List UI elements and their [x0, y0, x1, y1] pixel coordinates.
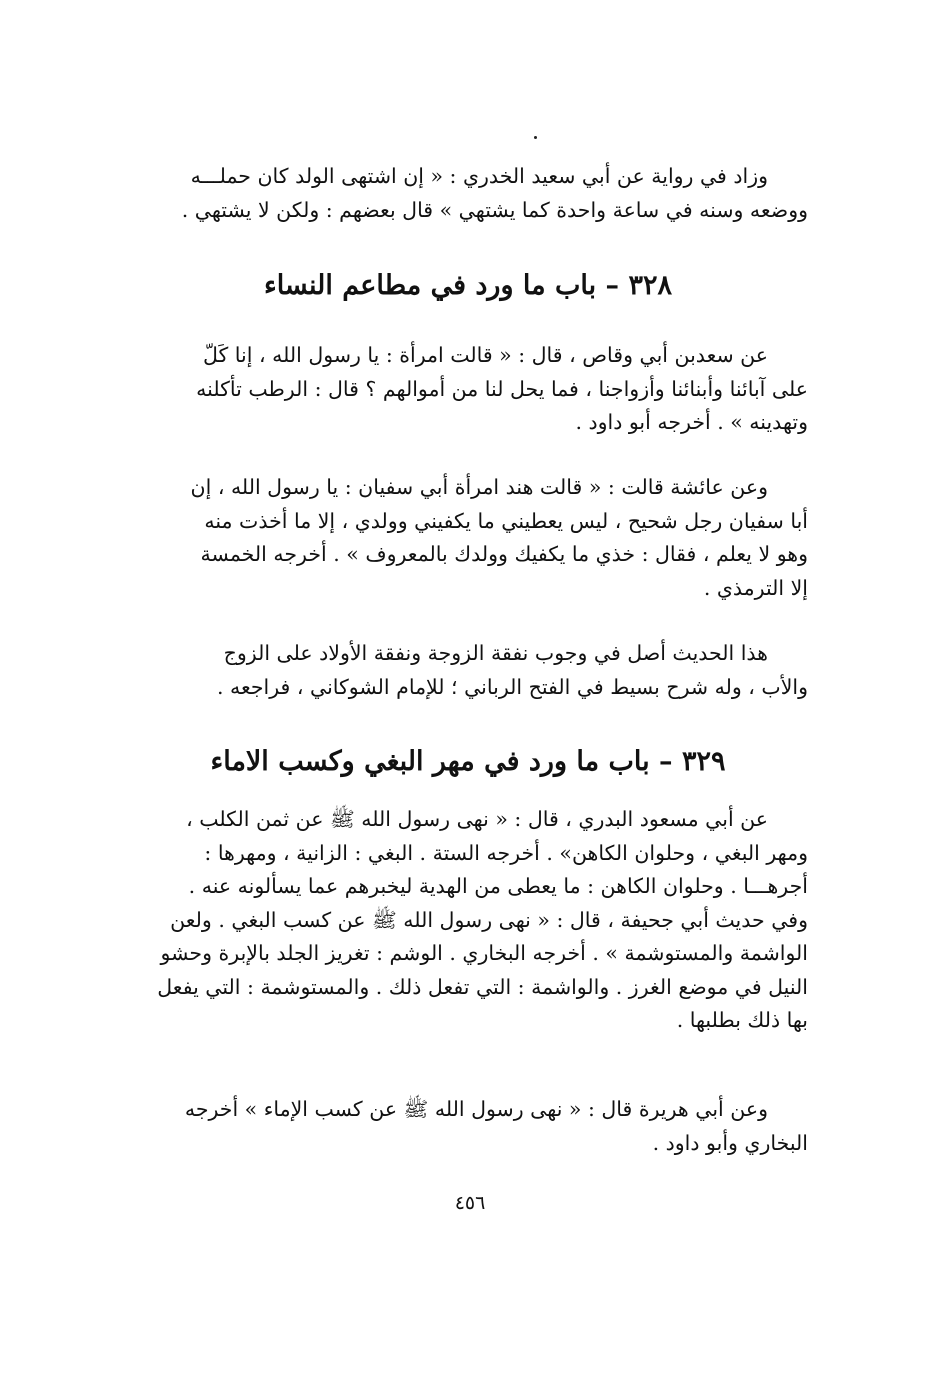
text-line: عن سعدبن أبي وقاص ، قال : « قالت امرأة : يا رسول الله ، إنا كَلّ — [203, 343, 768, 367]
section-heading-329: ٣٢٩ – باب ما ورد في مهر البغي وكسب الاماء — [210, 746, 726, 777]
intro-paragraph — [128, 160, 808, 227]
text-line: بها ذلك بطلبها . — [676, 1008, 808, 1032]
text-line: والأب ، وله شرح بسيط في الفتح الرباني ؛ للإمام الشوكاني ، فراجعه . — [216, 674, 808, 699]
text-line: عن أبي مسعود البدري ، قال : « نهى رسول الله ﷺ عن ثمن الكلب ، — [186, 807, 768, 831]
text-line: على آبائنا وأبنائنا وأزواجنا ، فما يحل لنا من أموالهم ؟ قال : الرطب تأكلنه — [196, 376, 808, 401]
text-line: وتهدينه » . أخرجه أبو داود . — [575, 410, 808, 434]
text-line: وعن عائشة قالت : « قالت هند امرأة أبي سفيان : يا رسول الله ، إن — [190, 475, 768, 499]
section-heading-328: ٣٢٨ – باب ما ورد في مطاعم النساء — [264, 270, 672, 301]
text-line: أجرهـــا . وحلوان الكاهن : ما يعطى من الهدية ليخبرهم عما يسألونه عنه . — [188, 874, 808, 898]
text-line: هذا الحديث أصل في وجوب نفقة الزوجة ونفقة الأولاد على الزوج — [223, 641, 768, 665]
section-328-paragraph-3 — [128, 637, 808, 704]
page-mark — [534, 136, 537, 139]
text-line: وزاد في رواية عن أبي سعيد الخدري : « إن اشتهى الولد كان حملـــه — [190, 164, 768, 188]
text-line: النيل في موضع الغرز . والواشمة : التي تفعل ذلك . والمستوشمة : التي يفعل — [157, 974, 808, 999]
text-line: إلا الترمذي . — [703, 575, 808, 600]
text-line: البخاري وأبو داود . — [652, 1130, 808, 1155]
text-line: الواشمة والمستوشمة » . أخرجه البخاري . الوشم : تغريز الجلد بالإبرة وحشو — [160, 941, 808, 965]
text-line: وهو لا يعلم ، فقال : خذي ما يكفيك وولدك بالمعروف » . أخرجه الخمسة — [200, 542, 808, 566]
text-line: ووضعه وسنه في ساعة واحدة كما يشتهي » قال بعضهم : ولكن لا يشتهي . — [181, 197, 808, 222]
text-line: ومهر البغي ، وحلوان الكاهن» . أخرجه الستة . البغي : الزانية ، ومهرها : — [204, 840, 808, 865]
text-line: وفي حديث أبي جحيفة ، قال : « نهى رسول الله ﷺ عن كسب البغي . ولعن — [170, 907, 808, 932]
section-328-paragraph-2 — [128, 471, 808, 605]
text-line: أبا سفيان رجل شحيح ، ليس يعطيني ما يكفيني وولدي ، إلا ما أخذت منه — [204, 508, 808, 533]
page-number: ٤٥٦ — [454, 1192, 486, 1214]
section-329-paragraph-2 — [128, 1093, 808, 1160]
text-line: وعن أبي هريرة قال : « نهى رسول الله ﷺ عن كسب الإماء » أخرجه — [184, 1097, 768, 1121]
section-328-paragraph-1 — [128, 339, 808, 440]
section-329-paragraph-1 — [128, 803, 808, 1038]
